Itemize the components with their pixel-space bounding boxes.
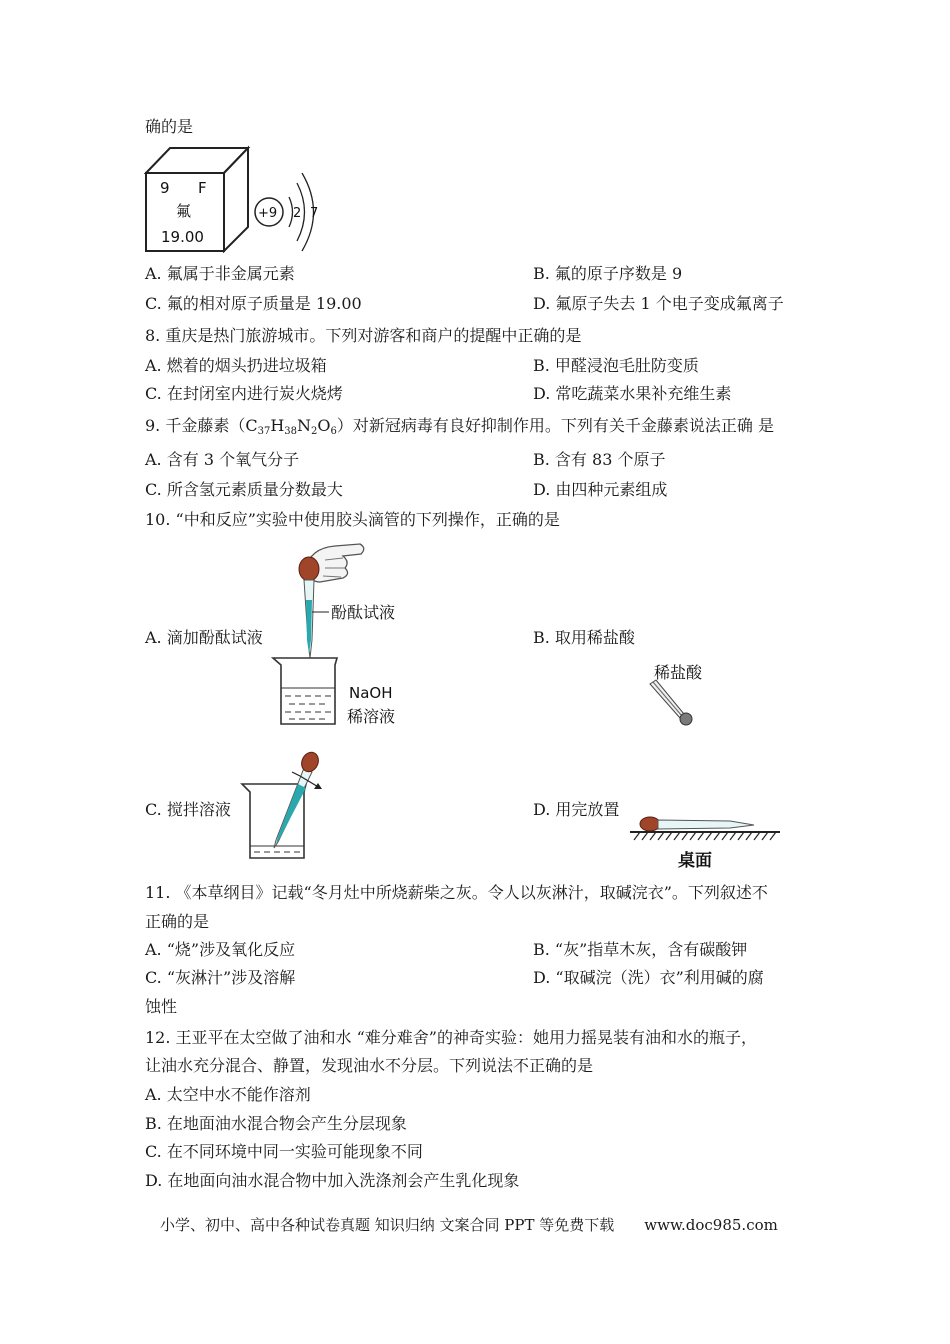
q9-option-a: A. 含有 3 个氧气分子	[145, 450, 300, 469]
label-naoh: NaOH	[349, 684, 393, 702]
element-mass: 19.00	[161, 228, 204, 246]
q12-option-c: C. 在不同环境中同一实验可能现象不同	[145, 1142, 423, 1161]
q11-stem-line2: 正确的是	[145, 912, 210, 931]
nucleus-charge: +9	[258, 206, 278, 221]
q12-option-b: B. 在地面油水混合物会产生分层现象	[145, 1114, 407, 1133]
q8-stem: 8. 重庆是热门旅游城市。下列对游客和商户的提醒中正确的是	[145, 326, 582, 345]
element-symbol: F	[198, 179, 207, 197]
q10-option-d: D. 用完放置	[533, 800, 620, 819]
shell2-electrons: 7	[310, 206, 319, 221]
q8-option-d: D. 常吃蔬菜水果补充维生素	[533, 384, 732, 403]
q8-option-b: B. 甲醛浸泡毛肚防变质	[533, 356, 699, 375]
q10-figure-b	[640, 660, 720, 732]
element-number: 9	[160, 179, 170, 197]
q7-stem-tail: 确的是	[145, 117, 194, 136]
q11-option-d: D. “取碱浣（洗）衣”利用碱的腐	[533, 968, 764, 987]
q12-stem-line2: 让油水充分混合、静置，发现油水不分层。下列说法不正确的是	[145, 1056, 594, 1075]
q10-figure-a	[265, 540, 415, 730]
q11-stem-line1: 11. 《本草纲目》记载“冬月灶中所烧薪柴之灰。令人以灰淋汁，取碱浣衣”。下列叙述不	[145, 883, 768, 902]
q10-option-c: C. 搅拌溶液	[145, 800, 231, 819]
q7-option-a: A. 氟属于非金属元素	[145, 264, 295, 283]
q11-option-c: C. “灰淋汁”涉及溶解	[145, 968, 296, 987]
q7-option-d: D. 氟原子失去 1 个电子变成氟离子	[533, 294, 784, 313]
q9-option-c: C. 所含氢元素质量分数最大	[145, 480, 343, 499]
q11-option-b: B. “灰”指草木灰，含有碳酸钾	[533, 940, 748, 959]
q9-option-d: D. 由四种元素组成	[533, 480, 668, 499]
q12-stem-line1: 12. 王亚平在太空做了油和水 “难分难舍”的神奇实验：她用力摇晃装有油和水的瓶子，	[145, 1028, 757, 1047]
q7-option-b: B. 氟的原子序数是 9	[533, 264, 683, 283]
q9-stem: 9. 千金藤素$(C_{37}H_{38}N_2O_6)$对新冠病毒有良好抑制作用。下列有关千金藤素说法正确 是	[145, 416, 774, 437]
label-phenolphthalein: 酚酞试液	[331, 603, 396, 622]
q10-option-b: B. 取用稀盐酸	[533, 628, 635, 647]
footer-url[interactable]: www.doc985.com	[644, 1216, 778, 1234]
label-desk: 桌面	[678, 851, 712, 871]
q9-option-b: B. 含有 83 个原子	[533, 450, 666, 469]
element-name: 氟	[176, 202, 192, 220]
q10-figure-c	[236, 748, 336, 863]
page-footer	[160, 1214, 778, 1235]
q7-option-c: C. 氟的相对原子质量是 19.00	[145, 294, 362, 313]
label-dilute-hcl: 稀盐酸	[654, 663, 703, 682]
q11-option-d-cont: 蚀性	[145, 997, 178, 1016]
q10-option-a: A. 滴加酚酞试液	[145, 628, 263, 647]
q8-option-a: A. 燃着的烟头扔进垃圾箱	[145, 356, 327, 375]
footer-text: 小学、初中、高中各种试卷真题 知识归纳 文案合同 PPT 等免费下载	[160, 1216, 615, 1234]
q12-option-d: D. 在地面向油水混合物中加入洗涤剂会产生乳化现象	[145, 1171, 520, 1190]
shell1-electrons: 2	[293, 206, 302, 221]
fluorine-element-diagram	[144, 145, 329, 253]
q10-figure-d	[626, 812, 786, 874]
q12-option-a: A. 太空中水不能作溶剂	[145, 1085, 311, 1104]
q8-option-c: C. 在封闭室内进行炭火烧烤	[145, 384, 343, 403]
q10-stem: 10. “中和反应”实验中使用胶头滴管的下列操作，正确的是	[145, 510, 560, 529]
q11-option-a: A. “烧”涉及氧化反应	[145, 940, 296, 959]
label-dilute-solution: 稀溶液	[347, 707, 396, 726]
